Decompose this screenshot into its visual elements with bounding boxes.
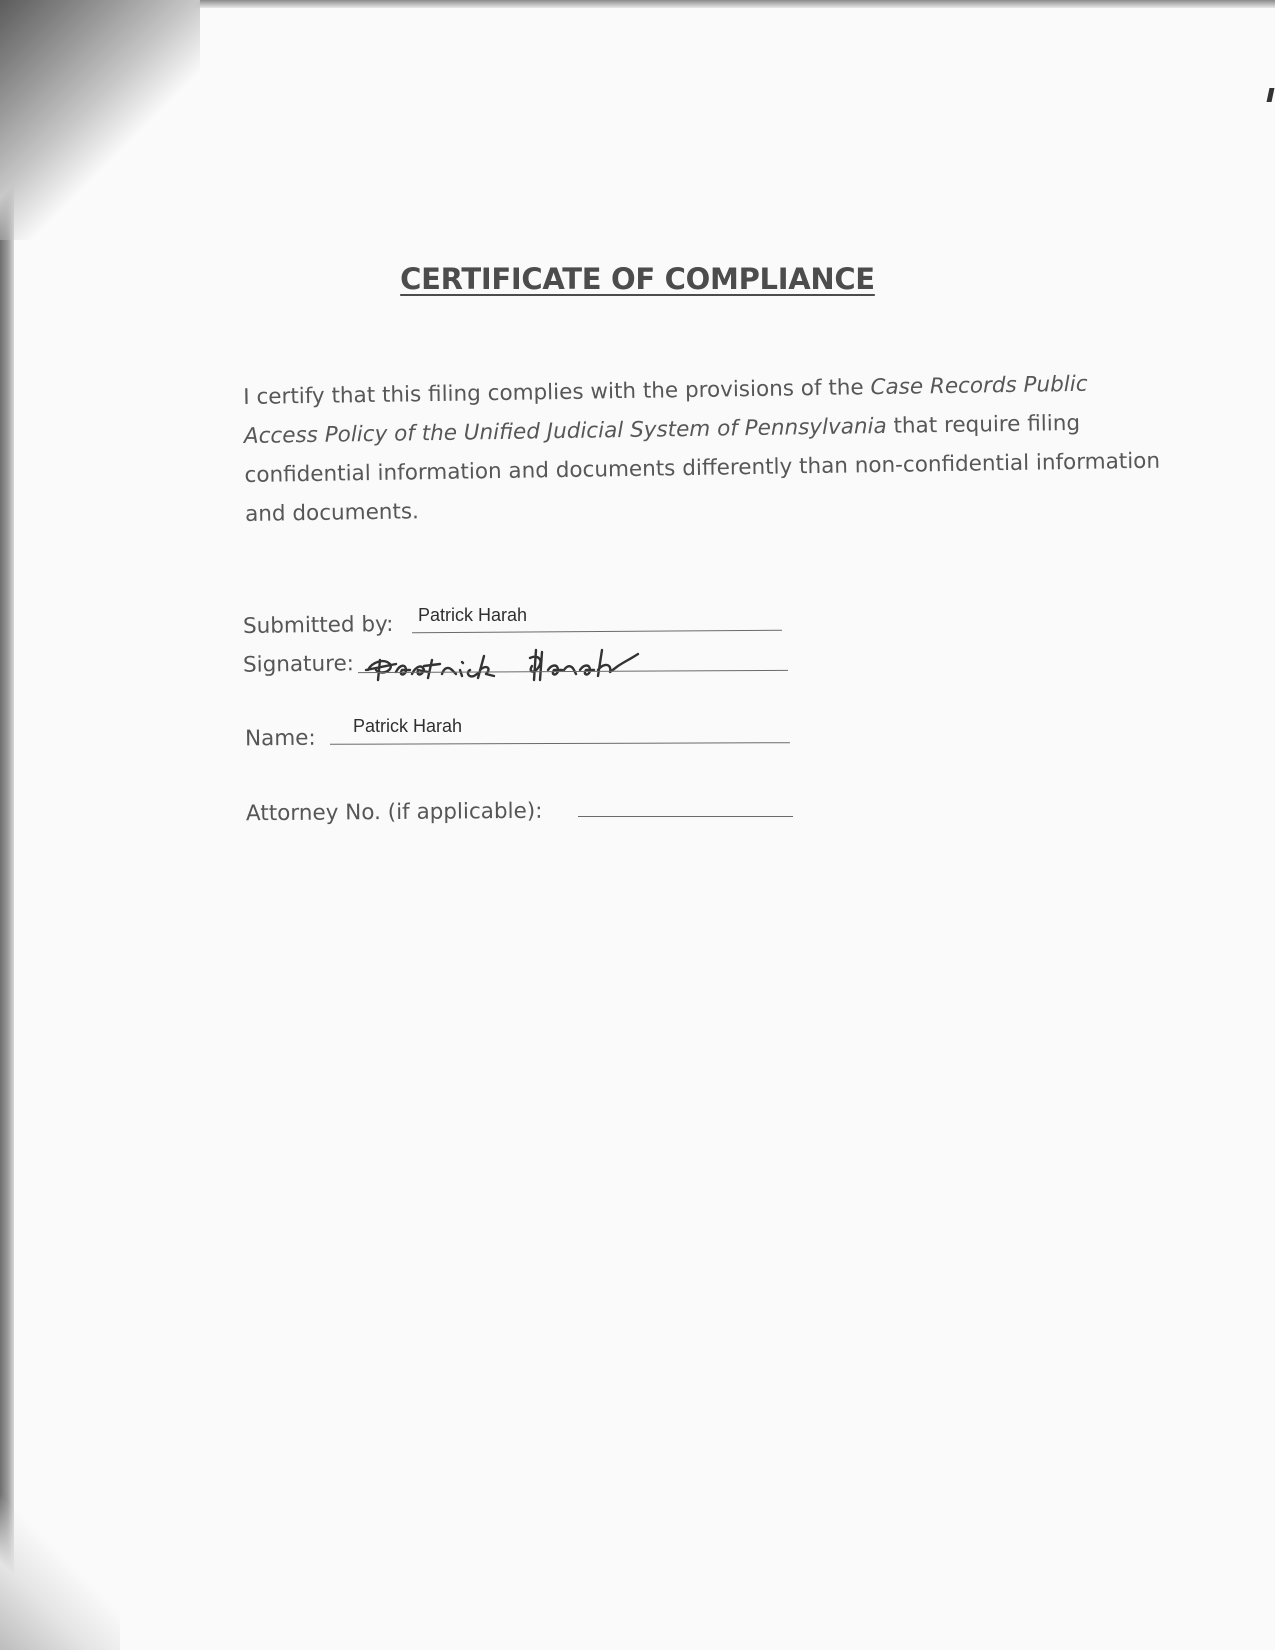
signature-field: [243, 651, 354, 678]
handwritten-signature: [362, 640, 722, 690]
attorney-number-label: Attorney No. (if applicable):: [245, 798, 543, 827]
name-value: Patrick Harah: [353, 716, 463, 736]
policy-name: Case Records Public Access Policy of the Unified Judicial System of Pennsylvania: [243, 371, 1088, 449]
attorney-number-line: [578, 816, 793, 817]
name-line: [330, 742, 790, 745]
submitted-by-line: [412, 630, 782, 634]
submitted-by-value: Patrick Harah: [418, 605, 528, 625]
name-field: [245, 726, 316, 752]
folded-corner: [0, 0, 200, 240]
page-title: [0, 262, 1275, 296]
attorney-number-field: [246, 799, 543, 827]
body-text-part2: that require filing confidential information and documents differently than non-confidential information and documents.: [244, 410, 1161, 527]
bottom-page-edge: [0, 1420, 120, 1650]
certification-paragraph: [243, 364, 1165, 534]
signature-label: Signature:: [242, 651, 355, 678]
scan-left-shadow: [0, 0, 14, 1650]
edge-mark: [1267, 88, 1275, 102]
name-label: Name:: [244, 725, 316, 752]
submitted-by-field: [243, 612, 394, 639]
title-text: CERTIFICATE OF COMPLIANCE: [400, 262, 875, 296]
submitted-by-label: Submitted by:: [242, 611, 394, 640]
body-text-part1: I certify that this filing complies with the provisions of the: [243, 375, 871, 410]
